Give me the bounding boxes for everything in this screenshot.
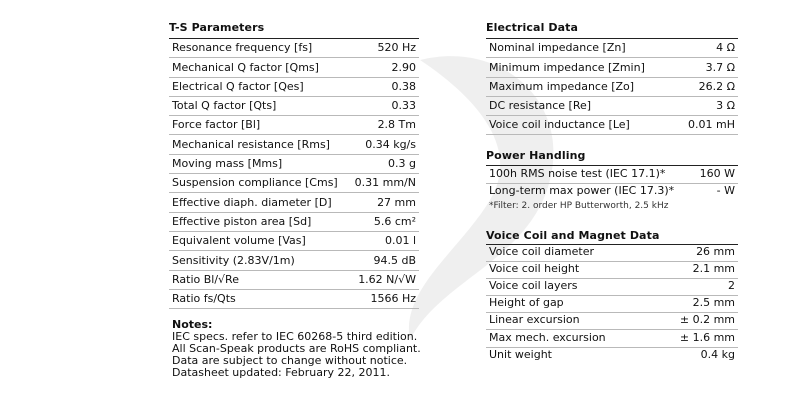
row-label: Force factor [Bl] — [172, 118, 261, 132]
row-label: Ratio Bl/√Re — [172, 272, 239, 286]
table-row — [169, 136, 419, 155]
table-row — [486, 313, 738, 330]
row-value: 0.4 kg — [700, 347, 735, 361]
table-row — [169, 232, 419, 251]
row-value: 94.5 dB — [373, 253, 416, 267]
voice-coil-title: Voice Coil and Magnet Data — [486, 229, 660, 242]
row-label: Voice coil inductance [Le] — [489, 118, 630, 132]
row-label: Long-term max power (IEC 17.3)* — [489, 184, 675, 197]
row-label: Nominal impedance [Zn] — [489, 41, 626, 55]
filter-note: *Filter: 2. order HP Butterworth, 2.5 kHz — [489, 201, 669, 211]
row-value: 27 mm — [377, 195, 416, 209]
power-handling-title: Power Handling — [486, 149, 586, 162]
notes-line: All Scan-Speak products are RoHS compliant. — [172, 342, 421, 355]
row-label: Mechanical resistance [Rms] — [172, 137, 330, 151]
table-row — [486, 262, 738, 279]
row-label: DC resistance [Re] — [489, 99, 592, 113]
row-value: 26 mm — [696, 245, 735, 259]
table-row — [486, 97, 738, 116]
table-row — [169, 271, 419, 290]
notes-line: Datasheet updated: February 22, 2011. — [172, 366, 390, 379]
row-label: Moving mass [Mms] — [172, 157, 283, 171]
row-label: Voice coil layers — [489, 279, 578, 293]
row-value: - W — [716, 184, 735, 197]
table-row — [169, 58, 419, 77]
row-value: 5.6 cm² — [373, 214, 416, 228]
table-row — [169, 251, 419, 270]
table-row — [486, 58, 738, 77]
row-value: 1566 Hz — [370, 292, 416, 306]
table-row — [486, 39, 738, 58]
row-value: ± 0.2 mm — [679, 313, 735, 327]
row-value: 2.90 — [391, 60, 416, 74]
table-row — [169, 97, 419, 116]
row-label: 100h RMS noise test (IEC 17.1)* — [489, 166, 666, 180]
row-value: 4 Ω — [716, 41, 735, 55]
table-row — [486, 184, 738, 201]
notes-line: IEC specs. refer to IEC 60268-5 third edition. — [172, 330, 418, 343]
row-label: Mechanical Q factor [Qms] — [172, 60, 319, 74]
electrical-data-title: Electrical Data — [486, 21, 578, 34]
row-value: 0.34 kg/s — [365, 137, 416, 151]
table-row — [169, 116, 419, 135]
row-label: Sensitivity (2.83V/1m) — [172, 253, 295, 267]
row-value: 2.1 mm — [692, 262, 735, 276]
row-value: 2.8 Tm — [377, 118, 416, 132]
row-label: Maximum impedance [Zo] — [489, 79, 635, 93]
row-label: Equivalent volume [Vas] — [172, 234, 306, 248]
row-value: 26.2 Ω — [698, 79, 735, 93]
table-row — [486, 296, 738, 313]
row-value: 2 — [728, 279, 735, 293]
row-label: Suspension compliance [Cms] — [172, 176, 338, 190]
table-row — [169, 193, 419, 212]
row-label: Ratio fs/Qts — [172, 292, 236, 306]
notes-line: Data are subject to change without notice. — [172, 354, 408, 367]
row-label: Effective piston area [Sd] — [172, 214, 312, 228]
row-label: Electrical Q factor [Qes] — [172, 79, 304, 93]
table-row — [169, 155, 419, 174]
row-label: Unit weight — [489, 347, 552, 361]
row-value: 0.33 — [391, 99, 416, 113]
row-label: Height of gap — [489, 296, 564, 310]
row-value: 160 W — [699, 166, 735, 180]
table-row — [486, 279, 738, 296]
row-value: 0.3 g — [388, 157, 416, 171]
row-value: 0.31 mm/N — [354, 176, 416, 190]
row-value: 0.01 l — [384, 234, 416, 248]
table-row — [169, 174, 419, 193]
row-value: 520 Hz — [377, 41, 416, 55]
table-row — [486, 78, 738, 97]
row-value: 1.62 N/√W — [358, 272, 416, 286]
table-row — [486, 166, 738, 184]
row-value: 3.7 Ω — [705, 60, 735, 74]
table-row — [169, 78, 419, 97]
row-label: Linear excursion — [489, 313, 580, 327]
row-label: Max mech. excursion — [489, 330, 606, 344]
row-value: 3 Ω — [716, 99, 735, 113]
row-label: Voice coil height — [489, 262, 580, 276]
row-label: Total Q factor [Qts] — [172, 99, 277, 113]
table-row — [486, 348, 738, 364]
table-row — [169, 213, 419, 232]
row-value: ± 1.6 mm — [679, 330, 735, 344]
row-value: 0.01 mH — [688, 118, 735, 132]
table-row — [486, 116, 738, 135]
table-row — [169, 290, 419, 309]
table-row — [486, 331, 738, 348]
ts-parameters-title: T-S Parameters — [169, 21, 265, 34]
notes-title: Notes: — [172, 318, 213, 331]
table-row — [169, 39, 419, 58]
row-label: Voice coil diameter — [489, 245, 595, 259]
row-label: Resonance frequency [fs] — [172, 41, 313, 55]
row-value: 2.5 mm — [692, 296, 735, 310]
row-label: Effective diaph. diameter [D] — [172, 195, 332, 209]
notes-block — [172, 318, 421, 379]
row-value: 0.38 — [391, 79, 416, 93]
table-row — [486, 245, 738, 262]
row-label: Minimum impedance [Zmin] — [489, 60, 645, 74]
